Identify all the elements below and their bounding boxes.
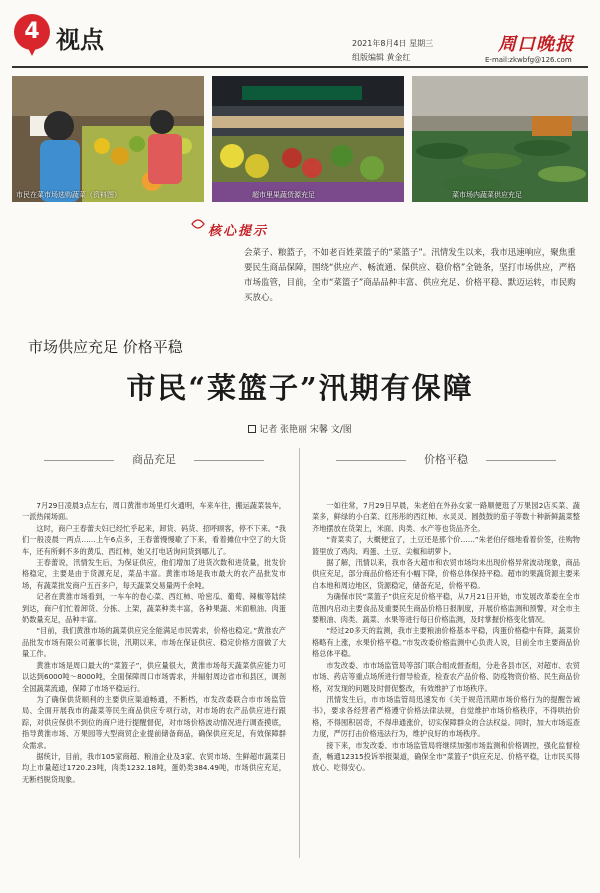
paragraph: 接下来，市发改委、市市场监管局将继续加强市场监测和价格调控，强化监督检查，畅通12315投诉举报渠道，确保全市“菜篮子”供应充足、价格平稳，让市民买得放心、吃得安心。 <box>312 740 580 773</box>
right-column-body <box>312 500 580 774</box>
contact-email: E-mail:zkwbfg@126.com <box>485 56 572 64</box>
paragraph: 7月29日凌晨3点左右，周口黄淮市场里灯火通明，车来车往，搬运蔬菜装车，一派热闹场面。 <box>22 501 286 522</box>
paragraph: 王春蕾说，汛情发生后，为保证供应，他们增加了进货次数和进货量，批发价格稳定，主要是由于货源充足，菜品丰富。黄淮市场是我市最大的农产品批发市场，有蔬菜批发商户五百多户，每天蔬菜交易量两千余吨。 <box>22 558 286 590</box>
header-rule <box>12 66 588 68</box>
left-column-body <box>22 500 286 785</box>
photo-caption: 超市里果蔬货源充足 <box>252 191 315 199</box>
page-header <box>0 0 600 70</box>
left-column <box>22 448 286 785</box>
byline-text: 记者 张艳丽 宋馨 文/图 <box>259 425 352 435</box>
byline-box-icon <box>248 425 256 433</box>
paragraph: 一如往常，7月29日早晨，朱老伯在外孙女家一路顺便逛了万果园2店买菜、蔬菜多，鲜绿的小白菜、红彤彤的西红柿、水灵灵、圆鼓鼓的茄子等数十种新鲜蔬菜整齐地摆放在货架上，米面、肉类、水产等也货品齐全。 <box>312 501 580 533</box>
right-column-heading: 价格平稳 <box>312 448 580 472</box>
paragraph: 据统计，目前，我市105家商超、粮油企业及3家、农贸市场、生鲜超市蔬菜日均上市量超过1720.23吨，肉类1232.18吨，蛋奶类384.49吨，市场供应充足，无断档脱货现象。 <box>22 751 286 784</box>
newspaper-masthead: 周口晚报 <box>498 34 574 55</box>
paragraph: 为确保市民“菜篮子”供应充足价格平稳，从7月21日开始，市发展改革委在全市范围内启动主要食品及重要民生商品价格日报制度，开展价格监测和预警，对全市主要粮油、肉类、蔬菜、水果等进行每日价格监测，及时掌握价格变化情况。 <box>312 592 580 625</box>
section-title: 视点 <box>56 25 104 54</box>
article-subhead: 市场供应充足 价格平稳 <box>28 338 183 356</box>
core-tips-text: 会菜子、粮篮子，不如老百姓菜篮子的“菜篮子”。汛情发生以来，我市迅速响应，聚焦重要民生商品保障，围绕“供应产、畅流通、保供应、稳价格”全链条，坚打市场供应，严格市场监管，目前，全市“菜篮子”商品品种丰富、供应充足、价格平稳、默迈运转，市民购买放心。 <box>244 248 576 303</box>
paragraph: 市发改委、市市场监管局等部门联合组成督查组，分赴各县市区，对超市、农贸市场、药店等重点场所进行督导检查，检查农产品价格、防疫物资价格、民生商品价格，对发现的问题及时督促整改，有效维护了市场秩序。 <box>312 660 580 693</box>
paragraph: “经过20多天的监测，我市主要粮油价格基本平稳，肉蛋价格稳中有降，蔬菜价格略有上涨，水果价格平稳。”市发改委价格监测中心负责人说，目前全市主要商品价格总体平稳。 <box>312 626 580 659</box>
paragraph: 据了解，汛情以来，我市各大超市和农贸市场均未出现价格异常波动现象，商品供应充足，部分商品价格还有小幅下降，价格总体保持平稳。超市的果蔬货源主要来自本地和周边地区，货源稳定，储备充足，价格平稳。 <box>312 558 580 590</box>
photo-caption: 菜市场内蔬菜供应充足 <box>452 191 522 199</box>
article-title: 市民“菜篮子”汛期有保障 <box>126 371 474 405</box>
paragraph: “目前，我们黄淮市场的蔬菜供应完全能满足市民需求，价格也稳定。”黄淮农产品批发市场有限公司董事长说，汛期以来，市场在保证供应、稳定价格方面做了大量工作。 <box>22 626 286 659</box>
photo-market-vegetables <box>412 76 588 202</box>
article-byline <box>0 422 600 435</box>
ornament-icon <box>190 216 206 232</box>
right-column <box>312 448 580 774</box>
paragraph: 记者在黄淮市场看到，一车车的卷心菜、西红柿、哈密瓜、葡萄、辣椒等陆续到达，商户们忙着卸货、分拣、上架，蔬菜种类丰富，各种果蔬、米面粮油、肉蛋奶数量充足，品种丰富。 <box>22 592 286 625</box>
photo-market-shopper <box>12 76 204 202</box>
photo-caption: 市民在菜市场选购蔬菜（资料图） <box>16 191 121 199</box>
left-column-heading: 商品充足 <box>22 448 286 472</box>
editor-credit: 组版编辑 黄金红 <box>352 53 411 62</box>
paragraph: 这时，商户王春蕾夫妇已经忙乎起来，卸货、码货、招呼顾客，停不下来。“我们一般凌晨一两点……上午6点多，王春蕾慢慢歇了下来，看着摊位中空了的大货车，还有所剩不多的黄瓜、西红柿，她又打电话询问货到哪儿了。 <box>22 523 286 556</box>
paragraph: 黄淮市场是周口最大的“菜篮子”，供应量很大，黄淮市场每天蔬菜供应能力可以达到6000吨～8000吨，全面保障周口市场需求，并辐射周边省市和县区，调剂全国蔬菜流通，保障了市场平稳运行。 <box>22 660 286 693</box>
core-tips-box <box>190 208 590 310</box>
paragraph: “青菜卖了，大概便宜了，土豆还是那个价……”朱老伯仔细地看着价签，往购物篮里放了鸡肉、鸡蛋、土豆、尖椒和胡萝卜。 <box>312 535 580 556</box>
paragraph: 为了确保供货顺利的主要供应渠道畅通，不断档，市发改委联合市市场监管局、全面开展我市的蔬菜等民生商品供应专项行动，对市场的农产品供应进行跟踪，对供应保供不到位的商户进行提醒督促，对市场价格波动情况进行调查摸底，指导黄淮市场、万果园等大型商贸企业提前储备商品，确保供应充足，有效保障群众需求。 <box>22 694 286 750</box>
issue-date: 2021年8月4日 星期三 <box>352 39 434 48</box>
paragraph: 汛情发生后，市市场监管局迅速发布《关于规范汛期市场价格行为的提醒告诫书》，要求各经营者严格遵守价格法律法规，自觉维护市场价格秩序，不得哄抬价格，不得囤积居奇，不得串通涨价，切实保障群众的合法权益。同时，加大市场巡查力度，严厉打击价格违法行为，维护良好的市场秩序。 <box>312 694 580 739</box>
column-divider <box>299 448 300 858</box>
photo-supermarket-produce <box>212 76 404 202</box>
core-tips-title: 核心提示 <box>208 224 269 239</box>
page-number-badge: 4 <box>14 14 50 50</box>
